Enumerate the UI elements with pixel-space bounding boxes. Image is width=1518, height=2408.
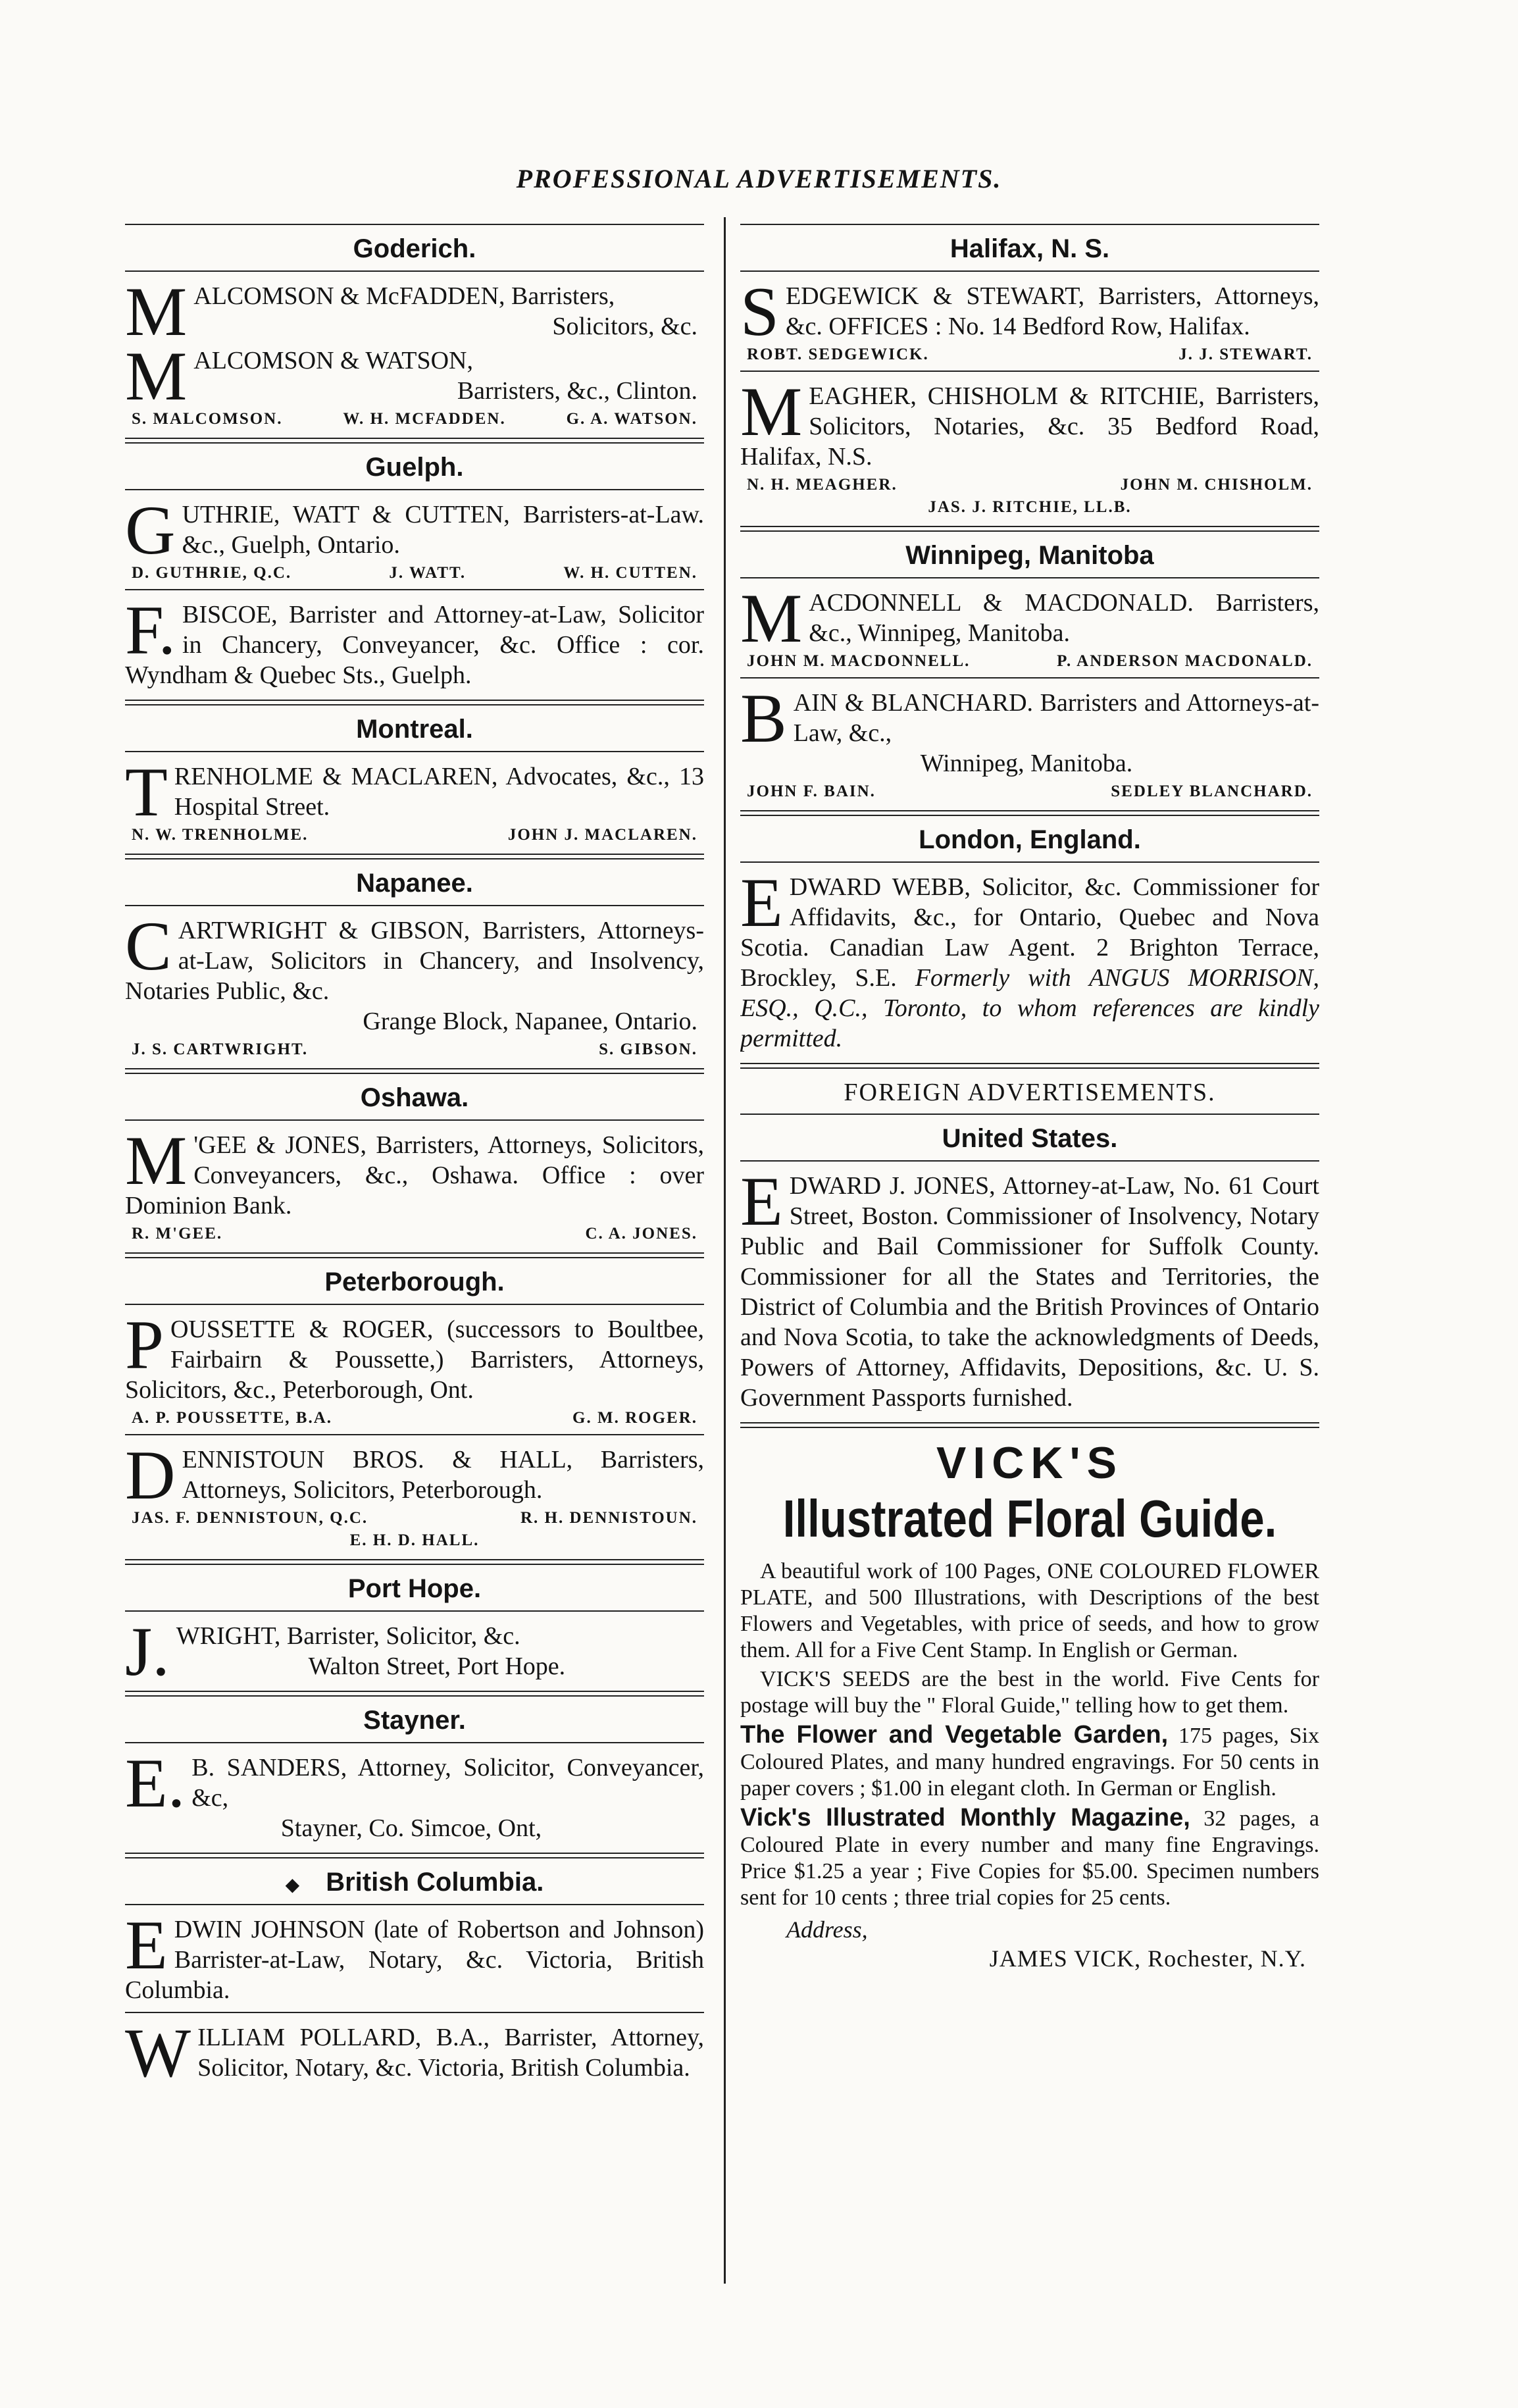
dropcap: E. <box>125 1745 186 1822</box>
divider <box>125 489 704 490</box>
city-heading-halifax: Halifax, N. S. <box>949 234 1110 263</box>
divider <box>125 1610 704 1612</box>
city-heading-united-states: United States. <box>942 1124 1118 1153</box>
ad-text: ENNISTOUN BROS. & HALL, Barristers, Attorneys, Solicitors, Peterborough. <box>182 1446 704 1504</box>
dropcap: E <box>740 1163 783 1240</box>
left-column <box>125 217 704 2284</box>
ad-trenholme-maclaren <box>125 754 704 831</box>
dropcap: C <box>125 908 172 985</box>
ad-text: ALCOMSON & WATSON, <box>193 347 474 374</box>
city-heading-stayner: Stayner. <box>363 1706 466 1735</box>
partner-name: R. M'GEE. <box>132 1225 223 1242</box>
running-head: PROFESSIONAL ADVERTISEMENTS. <box>516 164 1002 193</box>
vick-title: Illustrated Floral Guide. <box>782 1489 1277 1548</box>
partner-name: J. S. CARTWRIGHT. <box>132 1040 309 1058</box>
city-heading-goderich: Goderich. <box>353 234 476 263</box>
ad-cartwright-gibson <box>125 908 704 1037</box>
dropcap: T <box>125 754 168 831</box>
double-rule <box>740 810 1319 816</box>
dropcap: W <box>125 2014 191 2091</box>
partner-name: S. MALCOMSON. <box>132 410 283 428</box>
dropcap: J. <box>125 1613 170 1690</box>
divider <box>740 371 1319 372</box>
ad-malcomson-watson <box>125 338 704 415</box>
dropcap: S <box>740 273 779 350</box>
ad-text: B. SANDERS, Attorney, Solicitor, Conveyancer, &c, <box>191 1754 704 1812</box>
double-rule <box>740 1422 1319 1428</box>
partner-name: J. WATT. <box>389 564 467 582</box>
ad-malcomson-mcfadden <box>125 273 704 350</box>
ad-biscoe <box>125 592 704 690</box>
top-rule <box>125 224 704 225</box>
ad-guthrie-watt-cutten <box>125 492 704 569</box>
ad-edward-jones <box>740 1163 1319 1413</box>
partner-names <box>747 782 1313 801</box>
dropcap: M <box>125 338 188 415</box>
partner-names <box>132 1040 697 1059</box>
double-rule <box>740 1063 1319 1069</box>
partner-names <box>132 1409 697 1427</box>
vick-brand: VICK'S <box>936 1438 1123 1488</box>
divider <box>125 270 704 272</box>
ad-macdonnell-macdonald <box>740 580 1319 657</box>
divider <box>125 589 704 590</box>
ad-text-line2: Stayner, Co. Simcoe, Ont, <box>280 1814 542 1842</box>
ad-mgee-jones <box>125 1122 704 1221</box>
partner-name: ROBT. SEDGEWICK. <box>747 346 929 363</box>
double-rule <box>125 1853 704 1858</box>
ad-wright <box>125 1613 704 1690</box>
ad-text: WRIGHT, Barrister, Solicitor, &c. <box>176 1622 520 1650</box>
ad-text: UTHRIE, WATT & CUTTEN, Barristers-at-Law. &c., Guelph, Ontario. <box>182 501 704 559</box>
divider <box>125 1904 704 1905</box>
partner-name: W. H. CUTTEN. <box>563 564 697 582</box>
top-rule <box>740 224 1319 225</box>
city-heading-napanee: Napanee. <box>356 869 473 898</box>
ad-poussette-roger <box>125 1306 704 1405</box>
partner-name: N. H. MEAGHER. <box>747 476 898 494</box>
vick-paragraph <box>740 1722 1319 1802</box>
ad-meagher-chisholm-ritchie <box>740 373 1319 472</box>
vick-text: 175 pages, Six Coloured Plates, and many hundred engravings. For 50 cents in paper covers ; $1.00 in elegant cloth. In German or English. <box>740 1724 1319 1801</box>
city-heading-text: British Columbia. <box>326 1868 544 1897</box>
ad-text: ACDONNELL & MACDONALD. Barristers, &c., Winnipeg, Manitoba. <box>809 589 1319 647</box>
partner-name: D. GUTHRIE, Q.C. <box>132 564 292 582</box>
partner-name: JOHN M. CHISHOLM. <box>1120 476 1313 494</box>
divider <box>125 905 704 906</box>
partner-name: N. W. TRENHOLME. <box>132 826 309 844</box>
double-rule <box>125 1068 704 1074</box>
partner-name: G. M. ROGER. <box>572 1409 697 1427</box>
ad-text: DWARD J. JONES, Attorney-at-Law, No. 61 Court Street, Boston. Commissioner of Insolvency, Notary Public and Bail Commissioner for Suffolk County. Commissioner for all the States and Territories, the District of Columbia and the British Provinces of Ontario and Nova Scotia, to take the acknowledgments of Deeds, Powers of Attorney, Affidavits, Depositions, &c. U. S. Government Passports furnished. <box>740 1172 1319 1412</box>
partner-name: C. A. JONES. <box>585 1225 697 1242</box>
right-column <box>740 217 1319 2284</box>
city-heading-peterborough: Peterborough. <box>324 1268 505 1296</box>
city-heading-port-hope: Port Hope. <box>347 1574 482 1603</box>
ad-pollard <box>125 2014 704 2091</box>
dropcap: M <box>125 1122 188 1199</box>
ad-bain-blanchard <box>740 680 1319 779</box>
partner-names <box>132 1225 697 1243</box>
ad-text: ILLIAM POLLARD, B.A., Barrister, Attorney, Solicitor, Notary, &c. Victoria, British Columbia. <box>197 2024 704 2082</box>
partner-name: SEDLEY BLANCHARD. <box>1111 782 1313 800</box>
ad-text-line2: Winnipeg, Manitoba. <box>920 750 1133 777</box>
double-rule <box>125 438 704 444</box>
dropcap: M <box>740 373 803 450</box>
ad-text: BISCOE, Barrister and Attorney-at-Law, Solicitor in Chancery, Conveyancer, &c. Office : cor. Wyndham & Quebec Sts., Guelph. <box>125 601 704 689</box>
dropcap: D <box>125 1437 176 1514</box>
double-rule <box>740 526 1319 532</box>
divider <box>125 1742 704 1743</box>
ad-dennistoun-hall <box>125 1437 704 1514</box>
ad-text: RENHOLME & MACLAREN, Advocates, &c., 13 Hospital Street. <box>174 763 704 821</box>
dropcap: M <box>125 273 188 350</box>
address-name: JAMES VICK, Rochester, N.Y. <box>989 1945 1306 1972</box>
partner-names <box>747 652 1313 671</box>
dropcap: M <box>740 580 803 657</box>
divider <box>740 577 1319 578</box>
dropcap: G <box>125 492 176 569</box>
partner-name: P. ANDERSON MACDONALD. <box>1057 652 1313 670</box>
partner-name: JOHN F. BAIN. <box>747 782 876 800</box>
double-rule <box>125 1252 704 1258</box>
city-heading-guelph: Guelph. <box>365 453 464 482</box>
ad-italic-note: Formerly with ANGUS MORRISON, ESQ., Q.C., Toronto, to whom references are kindly permitted. <box>740 964 1319 1052</box>
ad-text: AIN & BLANCHARD. Barristers and Attorneys-at-Law, &c., <box>793 689 1319 747</box>
partner-name: R. H. DENNISTOUN. <box>520 1509 697 1527</box>
divider <box>125 1119 704 1121</box>
divider <box>125 1434 704 1435</box>
double-rule <box>125 854 704 859</box>
double-rule <box>125 1559 704 1565</box>
dropcap: E <box>125 1907 168 1984</box>
partner-names <box>747 346 1313 364</box>
ad-text: EAGHER, CHISHOLM & RITCHIE, Barristers, Solicitors, Notaries, &c. 35 Bedford Road, Halifax, N.S. <box>740 382 1319 471</box>
ad-johnson <box>125 1907 704 2005</box>
ad-text: EDGEWICK & STEWART, Barristers, Attorneys, &c. OFFICES : No. 14 Bedford Row, Halifax. <box>785 282 1319 340</box>
dropcap: F. <box>125 592 176 669</box>
divider <box>125 751 704 752</box>
ad-text-line2: Walton Street, Port Hope. <box>308 1652 566 1680</box>
partner-names <box>132 564 697 582</box>
vick-address <box>740 1915 1319 1973</box>
partner-names <box>132 1531 697 1550</box>
ad-text: ARTWRIGHT & GIBSON, Barristers, Attorneys-at-Law, Solicitors in Chancery, and Insolvency, Notaries Public, &c. <box>125 917 704 1005</box>
partner-names <box>132 410 697 428</box>
divider <box>125 2012 704 2013</box>
partner-name: W. H. MCFADDEN. <box>343 410 506 428</box>
divider <box>740 677 1319 679</box>
divider <box>740 861 1319 863</box>
divider <box>740 270 1319 272</box>
dropcap: P <box>125 1306 164 1383</box>
partner-name: G. A. WATSON. <box>566 410 697 428</box>
dropcap: E <box>740 864 783 941</box>
partner-name: JAS. J. RITCHIE, LL.B. <box>928 498 1132 516</box>
ad-text: 'GEE & JONES, Barristers, Attorneys, Solicitors, Conveyancers, &c., Oshawa. Office : over Dominion Bank. <box>125 1131 704 1219</box>
divider <box>740 1114 1319 1115</box>
ad-sedgewick-stewart <box>740 273 1319 350</box>
partner-names <box>747 498 1313 517</box>
vick-paragraph: A beautiful work of 100 Pages, ONE COLOURED FLOWER PLATE, and 500 Illustrations, with Descriptions of the best Flowers and Vegetables, with price of seeds, and how to grow them. All for a Five Cent Stamp. In English or German. <box>740 1559 1319 1662</box>
city-heading-montreal: Montreal. <box>356 715 473 744</box>
ad-text: ALCOMSON & McFADDEN, Barristers, <box>193 282 615 310</box>
double-rule <box>125 1691 704 1697</box>
ad-text-line2: Solicitors, &c. <box>552 313 697 340</box>
double-rule <box>125 700 704 705</box>
dropcap: B <box>740 680 787 757</box>
partner-name: A. P. POUSSETTE, B.A. <box>132 1409 333 1427</box>
city-heading-winnipeg: Winnipeg, Manitoba <box>905 541 1154 570</box>
partner-name: JAS. F. DENNISTOUN, Q.C. <box>132 1509 368 1527</box>
ad-webb <box>740 864 1319 1054</box>
partner-name: J. J. STEWART. <box>1178 346 1313 363</box>
partner-name: S. GIBSON. <box>599 1040 697 1058</box>
bullet-icon: ◆ <box>285 1874 300 1895</box>
ad-text-line2: Grange Block, Napanee, Ontario. <box>363 1008 697 1035</box>
partner-name: JOHN M. MACDONNELL. <box>747 652 971 670</box>
divider <box>125 1304 704 1305</box>
vick-paragraph <box>740 1805 1319 1911</box>
city-heading-london: London, England. <box>919 825 1141 854</box>
partner-name: JOHN J. MACLAREN. <box>507 826 697 844</box>
column-divider <box>724 217 726 2284</box>
city-heading-british-columbia <box>125 1868 704 1897</box>
ad-text: DWIN JOHNSON (late of Robertson and Johnson) Barrister-at-Law, Notary, &c. Victoria, British Columbia. <box>125 1916 704 2004</box>
address-label: Address, <box>786 1916 868 1943</box>
partner-names <box>132 1509 697 1527</box>
foreign-heading: FOREIGN ADVERTISEMENTS. <box>844 1079 1216 1106</box>
vick-subheading: The Flower and Vegetable Garden, <box>740 1721 1169 1749</box>
divider <box>740 1160 1319 1162</box>
partner-names <box>747 476 1313 494</box>
partner-names <box>132 826 697 844</box>
ad-text: OUSSETTE & ROGER, (successors to Boultbee, Fairbairn & Poussette,) Barristers, Attorneys, Solicitors, &c., Peterborough, Ont. <box>125 1316 704 1404</box>
city-heading-oshawa: Oshawa. <box>360 1083 469 1112</box>
ad-text-line2: Barristers, &c., Clinton. <box>457 377 697 405</box>
vick-paragraph: VICK'S SEEDS are the best in the world. Five Cents for postage will buy the " Floral Guide," telling how to get them. <box>740 1667 1319 1718</box>
vick-text: 32 pages, a Coloured Plate in every number and many fine Engravings. Price $1.25 a year ; Five Copies for $5.00. Specimen numbers sent for 10 cents ; three trial copies for 25 cents. <box>740 1806 1319 1910</box>
vick-subheading: Vick's Illustrated Monthly Magazine, <box>740 1804 1190 1832</box>
ad-sanders <box>125 1745 704 1843</box>
partner-name: E. H. D. HALL. <box>349 1531 480 1549</box>
ad-text: DWARD WEBB, Solicitor, &c. Commissioner for Affidavits, &c., for Ontario, Quebec and Nova Scotia. Canadian Law Agent. 2 Brighton Terrace, Brockley, S.E. <box>740 873 1319 992</box>
